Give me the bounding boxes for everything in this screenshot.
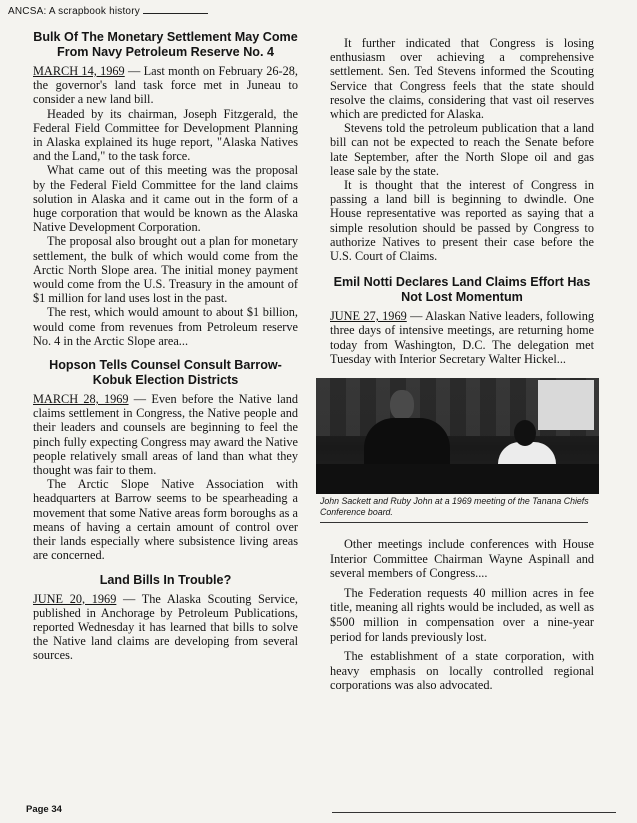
photo-person-left <box>364 418 450 470</box>
story-trouble <box>33 573 298 663</box>
paragraph: The proposal also brought out a plan for monetary settlement, the bulk of which would come from the Arctic North Slope area. The initial money payment would come from the U.S. Treasury in the amount of $1 million for land uses lost in the past. <box>33 234 298 306</box>
dateline: JUNE 27, 1969 <box>330 309 407 324</box>
paragraph: The Federation requests 40 million acres in fee title, meaning all rights would be included, as well as $500 million in compensation over a nine-year period for lands previously lost. <box>330 585 594 644</box>
page-footer <box>26 804 616 815</box>
dateline: JUNE 20, 1969 <box>33 591 117 606</box>
lead-paragraph <box>33 392 298 477</box>
dateline: MARCH 28, 1969 <box>33 392 129 407</box>
dateline: MARCH 14, 1969 <box>33 64 125 78</box>
paragraph: It is thought that the interest of Congress in passing a land bill is beginning to dwindle. One House representative was reported as saying that a simple resolution should be passed by Congress to authorize Natives to present their case before the U.S. Court of Claims. <box>330 178 594 264</box>
left-column <box>33 30 298 663</box>
paragraph: The establishment of a state corporation, with heavy emphasis on locally controlled regional corporations was also advocated. <box>330 649 594 693</box>
photo-window <box>538 380 594 430</box>
right-column <box>320 36 595 698</box>
headline-monetary: Bulk Of The Monetary Settlement May Come From Navy Petroleum Reserve No. 4 <box>33 30 298 59</box>
story-notti-continued <box>330 537 594 693</box>
lead-text: — Even before the Native land claims settlement in Congress, the Native people and their leaders and counsels are beginning to feel the pinch fully expecting Congress may award the Native people relatively small areas of land than what they thought was fair to them. <box>33 392 298 478</box>
page-number: 34 <box>51 804 62 815</box>
lead-paragraph <box>330 309 594 366</box>
lead-text: — The Alaska Scouting Service, published in Anchorage by Petroleum Publications, reported Wednesday it has learned that bills to solve the Native land claims are developing from several sources. <box>33 591 299 663</box>
caption-rule <box>320 522 588 523</box>
headline-trouble: Land Bills In Trouble? <box>99 572 232 587</box>
paragraph: Stevens told the petroleum publication that a land bill can not be expected to reach the Senate before late September, after the North Slope oil and gas lease sale by the state. <box>330 121 594 178</box>
paragraph: Other meetings include conferences with House Interior Committee Chairman Wayne Aspinall and several members of Congress.... <box>330 537 594 581</box>
headline-hopson: Hopson Tells Counsel Consult Barrow-Kobuk Election Districts <box>49 358 282 388</box>
paragraph: It further indicated that Congress is losing enthusiasm over achieving a comprehensive settlement. Sen. Ted Stevens informed the Scouting Service that Congress feels that the state should resolve the claims, considering that vast oil reserves which are predicted for Alaska. <box>330 36 594 122</box>
headline-notti: Emil Notti Declares Land Claims Effort Has Not Lost Momentum <box>333 275 591 305</box>
paragraph: The Arctic Slope Native Association with headquarters at Barrow seems to be spearheading a movement that some Native areas form boroughs as a means of having a certain amount of control over their lands especially where subsistence living areas are concerned. <box>33 477 298 563</box>
photo-person-right-head <box>514 420 536 446</box>
paragraph: Headed by its chairman, Joseph Fitzgerald, the Federal Field Committee for Development Planning in Alaska explained its huge report, "Alaska Natives and the Land," to the task force. <box>33 106 298 164</box>
photo-person-left-head <box>390 390 414 420</box>
page-label: Page <box>26 804 49 815</box>
story-monetary <box>33 30 298 348</box>
paragraph: What came out of this meeting was the proposal by the Federal Field Committee for the land claims solution in Alaska and it came out in the form of a huge corporation that would be known as the Alaska Native Development Corporation. <box>33 163 298 235</box>
lead-text: — Alaskan Native leaders, following three days of intensive meetings, are returning home today from Washington, D.C. The delegation met Tuesday with Interior Secretary Walter Hickel... <box>330 309 595 366</box>
story-notti <box>320 275 595 693</box>
lead-paragraph <box>33 592 298 663</box>
running-head-text: ANCSA: A scrapbook history <box>8 6 140 17</box>
photo-table <box>316 464 599 494</box>
lead-text: — Last month on February 26-28, the governor's land task force met in Juneau to consider a new land bill. <box>33 64 298 107</box>
lead-paragraph <box>33 64 298 107</box>
running-head-rule <box>143 13 208 14</box>
photo-caption: John Sackett and Ruby John at a 1969 meeting of the Tanana Chiefs Conference board. <box>320 496 589 518</box>
running-head <box>8 6 208 17</box>
meeting-photo <box>316 378 599 494</box>
footer-rule <box>332 812 616 813</box>
paragraph: The rest, which would amount to about $1 billion, would come from revenues from Petroleum reserve No. 4 in the Arctic Slope area... <box>33 305 298 348</box>
story-hopson <box>33 358 298 562</box>
